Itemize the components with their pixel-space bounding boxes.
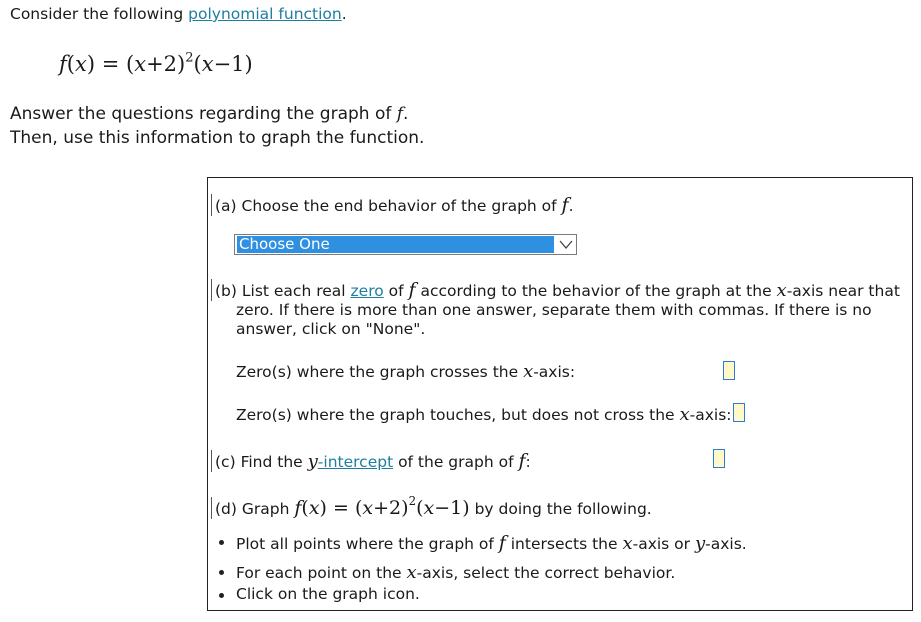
- factor1-constant: +2: [146, 52, 178, 76]
- factor1-exponent: 2: [185, 50, 194, 66]
- part-a-f: f: [561, 194, 569, 216]
- bullet-1-f: f: [498, 532, 506, 554]
- part-a-label: (a): [215, 197, 237, 215]
- crosses-label: [236, 361, 575, 382]
- factor1-variable: x: [134, 52, 147, 76]
- bullet-1-marker: [219, 540, 224, 545]
- crosses-suffix: -axis:: [533, 363, 576, 381]
- instructions-text: Answer the questions regarding the graph of: [10, 104, 397, 124]
- part-d-factor1-variable: x: [362, 497, 374, 519]
- factor2-variable: x: [201, 52, 214, 76]
- bullet-2-marker: [219, 570, 224, 575]
- bullet-1-y: y: [694, 533, 706, 554]
- part-c-text1: Find the: [240, 453, 308, 471]
- part-d-label: (d): [215, 500, 237, 518]
- part-b-label: (b): [215, 282, 237, 300]
- part-c-prompt: [211, 450, 531, 472]
- intercept-link[interactable]: -intercept: [317, 453, 394, 471]
- bullet-2-prefix: For each point on the: [236, 564, 407, 582]
- crosses-answer-input[interactable]: [723, 361, 735, 380]
- part-c-f: f: [518, 450, 526, 472]
- part-d-prompt: [211, 494, 652, 519]
- bullet-1-mid: intersects the: [505, 535, 623, 553]
- part-d-suffix: by doing the following.: [474, 500, 652, 518]
- part-c-text2: of the graph of: [393, 453, 519, 471]
- crosses-prefix: Zero(s) where the graph crosses the: [236, 363, 524, 381]
- part-c-label: (c): [215, 453, 236, 471]
- chevron-down-icon: [559, 238, 573, 251]
- polynomial-function-link[interactable]: polynomial function: [188, 5, 342, 23]
- touches-x: x: [679, 404, 690, 425]
- part-d-function-name: f: [294, 497, 302, 519]
- part-b-text4: -axis near that: [786, 282, 900, 300]
- part-b-line3: answer, click on "None".: [236, 320, 426, 338]
- crosses-x: x: [523, 361, 534, 382]
- part-d-factor2-constant: −1: [434, 497, 463, 519]
- bullet-1-x: x: [622, 533, 633, 554]
- bullet-2: [236, 562, 675, 583]
- part-d-factor2-variable: x: [423, 497, 435, 519]
- part-b-text1: List each real: [241, 282, 351, 300]
- part-d-equals: =: [333, 497, 349, 519]
- touches-prefix: Zero(s) where the graph touches, but does not cross the: [236, 406, 680, 424]
- part-c-y: y: [307, 451, 318, 472]
- touches-answer-input[interactable]: [733, 403, 745, 422]
- part-d-graph-word: Graph: [241, 500, 290, 518]
- touches-label: [236, 404, 732, 425]
- function-definition: $f(x) = (x+2)^2(x-1)$: [59, 50, 253, 76]
- bullet-1: [236, 532, 747, 554]
- intro-period: .: [341, 5, 347, 23]
- bullet-3-marker: [219, 593, 224, 598]
- bullet-2-suffix: -axis, select the correct behavior.: [416, 564, 676, 582]
- touches-suffix: -axis:: [689, 406, 732, 424]
- bullet-1-or: -axis or: [632, 535, 695, 553]
- bullet-2-x: x: [406, 562, 417, 583]
- instructions-line2: Then, use this information to graph the function.: [10, 128, 425, 148]
- factor2-constant: −1: [213, 52, 245, 76]
- part-a-prompt: [211, 194, 574, 216]
- zero-link[interactable]: zero: [350, 282, 384, 300]
- bullet-1-prefix: Plot all points where the graph of: [236, 535, 499, 553]
- part-b-line2: zero. If there is more than one answer, separate them with commas. If there is no: [236, 301, 872, 319]
- end-behavior-dropdown[interactable]: [234, 234, 577, 255]
- part-a-text: Choose the end behavior of the graph of: [241, 197, 562, 215]
- part-c-colon: :: [525, 453, 531, 471]
- part-b-text2: of: [383, 282, 409, 300]
- function-variable: x: [74, 52, 87, 76]
- part-a-period: .: [568, 197, 574, 215]
- intro-line: [10, 5, 347, 23]
- instructions-line1: [10, 104, 408, 124]
- part-b-x: x: [776, 280, 787, 301]
- part-d-exponent: 2: [408, 494, 417, 509]
- instructions-period: .: [403, 104, 409, 124]
- bullet-3: Click on the graph icon.: [236, 585, 420, 603]
- part-b-text3: according to the behavior of the graph at the: [415, 282, 777, 300]
- part-d-function: $f(x) = (x+2)^2(x-1)$: [294, 494, 470, 519]
- part-b-f: f: [408, 279, 416, 301]
- function-name: f: [59, 52, 67, 76]
- intro-text: Consider the following: [10, 5, 189, 23]
- bullet-1-suffix: -axis.: [705, 535, 747, 553]
- y-intercept-answer-input[interactable]: [713, 449, 725, 468]
- dropdown-selected-value: Choose One: [237, 236, 554, 253]
- instructions-f: f: [396, 104, 404, 124]
- part-d-factor1-constant: +2: [373, 497, 402, 519]
- part-b-prompt: [211, 279, 900, 301]
- equals-sign: =: [101, 52, 120, 76]
- part-d-variable: x: [308, 497, 320, 519]
